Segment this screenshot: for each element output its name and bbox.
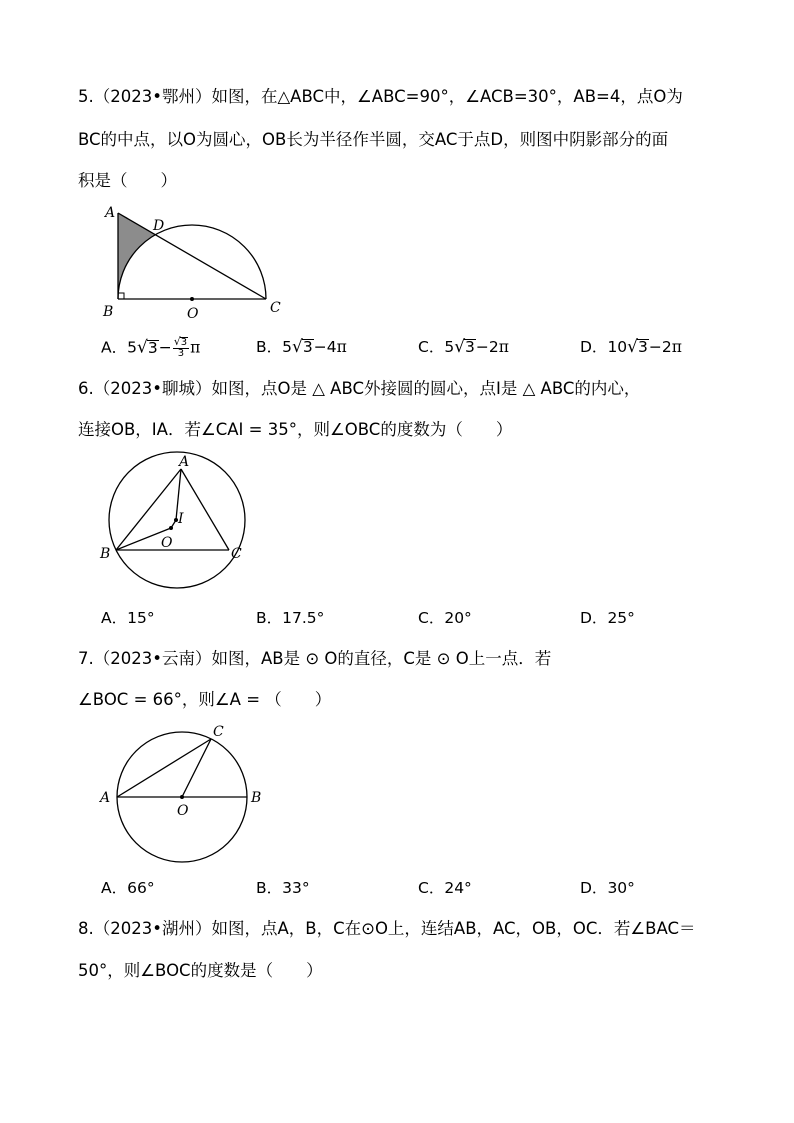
q8-line-2 xyxy=(78,960,323,982)
q8-text-2: 50°，则∠BOC的度数是（ ） xyxy=(78,961,323,980)
q6-option-c: C．20° xyxy=(418,609,472,627)
q6-source: （2023•聊城） xyxy=(93,379,212,398)
q7-option-b: B．33° xyxy=(256,879,310,897)
q8-source: （2023•湖州） xyxy=(93,919,212,938)
q6-label-o: O xyxy=(161,535,173,551)
q5-label-a: A xyxy=(105,205,116,221)
q7-figure xyxy=(95,720,275,870)
q8-number: 8. xyxy=(78,919,94,938)
q7-label-a: A xyxy=(100,790,111,806)
q7-number: 7. xyxy=(78,649,94,668)
q7-label-c: C xyxy=(213,724,224,740)
q7-label-o: O xyxy=(177,803,189,819)
q5-line-2 xyxy=(78,129,668,151)
q5-right-angle-mark xyxy=(118,293,124,299)
q5-label-c: C xyxy=(270,300,281,316)
q5-source: （2023•鄂州） xyxy=(93,87,212,106)
q6-label-i: I xyxy=(178,511,184,527)
q7-source: （2023•云南） xyxy=(93,649,212,668)
q5-option-b: B．5√3−4π xyxy=(256,337,347,357)
q5-line-1 xyxy=(78,86,683,108)
q5-side-ac xyxy=(118,213,266,299)
q8-line-1 xyxy=(78,918,696,940)
q5-figure xyxy=(100,200,300,324)
q5-option-a: A．5√3− $\frac{√3}{3}$ π xyxy=(101,335,201,359)
q7-option-d: D．30° xyxy=(580,879,635,897)
q6-text-1: 如图，点O是 △ ABC外接圆的圆心，点I是 △ ABC的内心， xyxy=(211,379,641,398)
q6-label-c: C xyxy=(231,546,242,562)
q8-text-1: 如图，点A，B，C在⊙O上，连结AB，AC，OB，OC．若∠BAC＝ xyxy=(211,919,696,938)
q5-text-3: 积是（ ） xyxy=(78,171,177,190)
q7-center-point xyxy=(180,795,184,799)
q7-label-b: B xyxy=(251,790,262,806)
q5-label-b: B xyxy=(103,304,114,320)
q7-text-1: 如图，AB是 ⊙ O的直径，C是 ⊙ O上一点．若 xyxy=(211,649,552,668)
q5-text-1: 如图，在△ABC中，∠ABC=90°，∠ACB=30°，AB=4，点O为 xyxy=(211,87,683,106)
q7-line-2 xyxy=(78,689,331,711)
q5-label-d: D xyxy=(153,218,165,234)
q6-label-b: B xyxy=(100,546,111,562)
q6-line-1 xyxy=(78,378,640,400)
q6-label-a: A xyxy=(179,454,190,470)
q7-line-1 xyxy=(78,648,551,670)
q5-center-point xyxy=(190,297,194,301)
q5-line-3 xyxy=(78,170,177,192)
q6-side-ac xyxy=(181,469,229,550)
q6-option-d: D．25° xyxy=(580,609,635,627)
q5-text-2: BC的中点，以O为圆心，OB长为半径作半圆，交AC于点D，则图中阴影部分的面 xyxy=(78,130,669,149)
q6-point-o xyxy=(169,526,173,530)
q5-option-d: D．10√3−2π xyxy=(580,337,682,357)
q5-shaded-region xyxy=(118,213,155,299)
q6-figure xyxy=(95,450,255,595)
q7-text-2: ∠BOC = 66°，则∠A = （ ） xyxy=(78,690,332,709)
q5-option-c: C．5√3−2π xyxy=(418,337,509,357)
q6-number: 6. xyxy=(78,379,94,398)
q6-option-a: A．15° xyxy=(101,609,155,627)
q5-number: 5. xyxy=(78,87,94,106)
q5-label-o: O xyxy=(187,306,199,322)
q7-option-c: C．24° xyxy=(418,879,472,897)
q6-option-b: B．17.5° xyxy=(256,609,325,627)
q6-line-2 xyxy=(78,419,512,441)
q7-option-a: A．66° xyxy=(101,879,155,897)
q6-text-2: 连接OB，IA．若∠CAI = 35°，则∠OBC的度数为（ ） xyxy=(78,420,513,439)
